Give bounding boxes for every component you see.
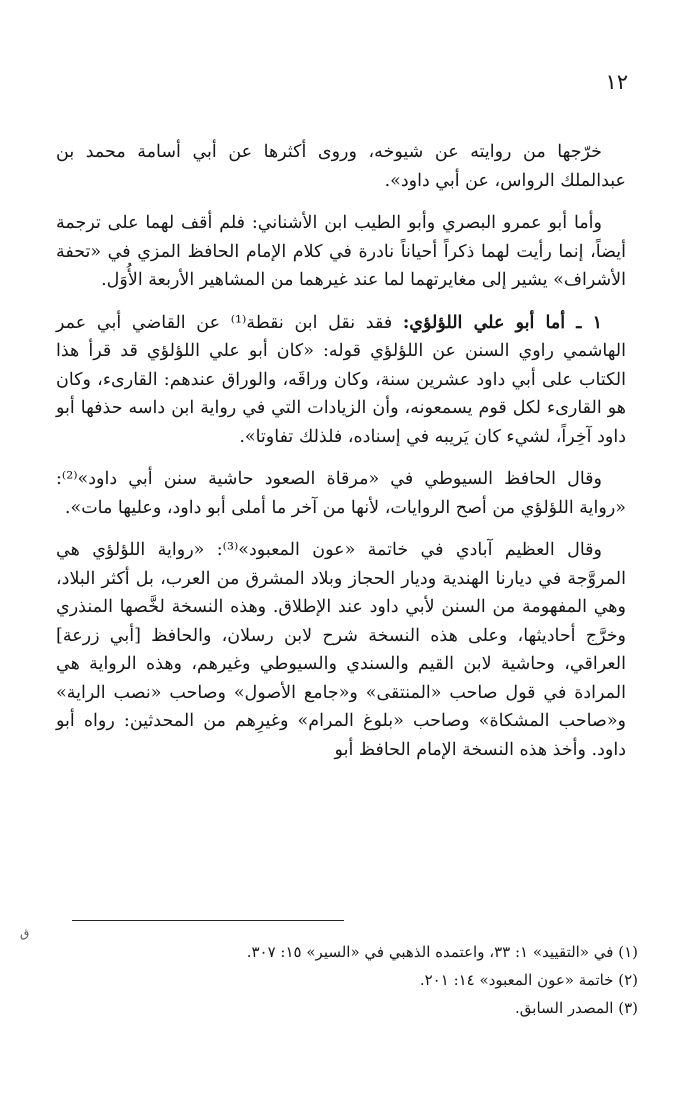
paragraph-3-text: فقد نقل ابن نقطة⁽¹⁾ عن القاضي أبي عمر الهاشمي راوي السنن عن اللؤلؤي قوله: «كان أبو علي اللؤلؤي قد قرأ هذا الكتاب على أبي داود عشرين سنة، وكان وراقَه، والوراق عندهم: القارىء، وكان هو القارىء لكل قوم يسمعونه، وأن الزيادات التي في رواية ابن داسه حذفها أبو داود آخِراً، لشيء كان يَريبه في إسناده، فلذلك تفاوتا». xyxy=(56,312,626,447)
page-number: ١٢ xyxy=(605,70,628,94)
section-heading-lulu-i: ١ ـ أما أبو علي اللؤلؤي: xyxy=(402,312,602,333)
paragraph-4-text: وقال الحافظ السيوطي في «مرقاة الصعود حاشية سنن أبي داود»⁽²⁾: «رواية اللؤلؤي من أصح الروايات، لأنها من آخر ما أملى أبو داود، وعليها مات». xyxy=(56,469,626,518)
margin-mark: ق xyxy=(20,926,30,940)
main-text xyxy=(56,138,626,776)
footnote-1: (١) في «التقييد» ١: ٣٣، واعتمده الذهبي في «السير» ١٥: ٣٠٧. xyxy=(246,943,638,961)
footnote-2: (٢) خاتمة «عون المعبود» ١٤: ٢٠١. xyxy=(419,971,638,989)
paragraph-2 xyxy=(56,209,626,295)
footnote-3: (٣) المصدر السابق. xyxy=(515,999,638,1017)
paragraph-5 xyxy=(56,536,626,764)
paragraph-1-text: خرّجها من روايته عن شيوخه، وروى أكثرها عن أبي أسامة محمد بن عبدالملك الرواس، عن أبي داود». xyxy=(56,142,626,191)
footnotes xyxy=(58,938,638,1022)
paragraph-3 xyxy=(56,309,626,452)
paragraph-2-text: وأما أبو عمرو البصري وأبو الطيب ابن الأشناني: فلم أقف لهما على ترجمة أيضاً، إنما رأيت لهما ذكراً أحياناً نادرة في كلام الإمام الحافظ المزي في «تحفة الأشراف» يشير إلى مغايرتهما لما عند غيرهما من المشاهير الأربعة الأُوَل. xyxy=(56,213,626,290)
paragraph-5-text: وقال العظيم آبادي في خاتمة «عون المعبود»⁽³⁾: «رواية اللؤلؤي هي المروَّجة في ديارنا الهندية وديار الحجاز وبلاد المشرق من العرب، بل أكثر البلاد، وهي المفهومة من السنن لأبي داود عند الإطلاق. وهذه النسخة لخَّصها المنذري وخرَّج أحاديثها، وعلى هذه النسخة شرح لابن رسلان، والحافظ [أبي زرعة] العراقي، وحاشية لابن القيم والسندي والسيوطي وغيرهم، وهذه الرواية هي المرادة في قول صاحب «المنتقى» و«جامع الأصول» وصاحب «نصب الراية» و«صاحب المشكاة» وصاحب «بلوغ المرام» وغيرِهم من المحدثين: رواه أبو داود. وأخذ هذه النسخة الإمام الحافظ أبو xyxy=(56,540,626,760)
paragraph-4 xyxy=(56,465,626,522)
paragraph-1 xyxy=(56,138,626,195)
footnote-divider xyxy=(72,920,344,921)
